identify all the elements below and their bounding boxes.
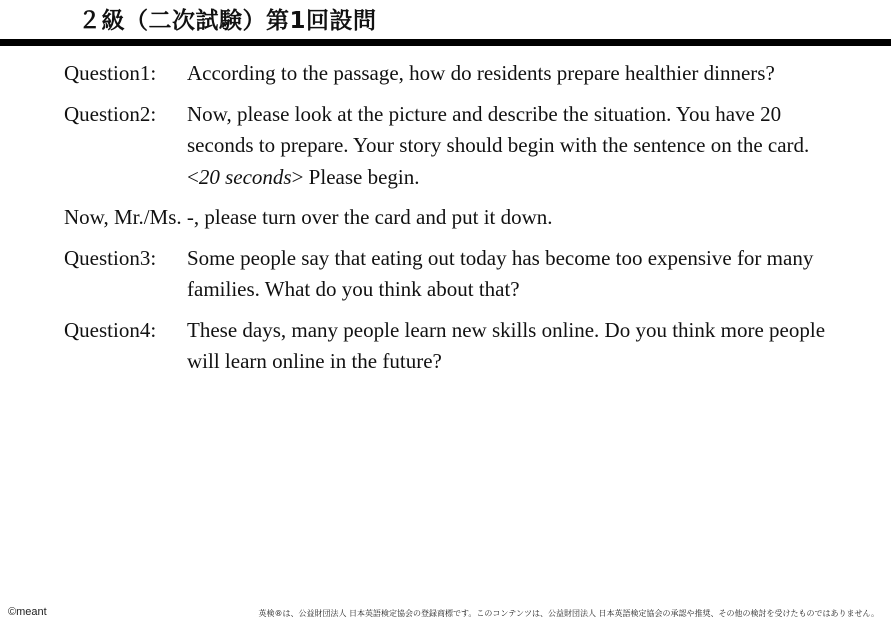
question-2-text-after: > Please begin. [291, 164, 420, 189]
question-2-text-before: Now, please look at the picture and describe the situation. You have 20 seconds to prepare. Your story should begin with the sentence on the card. < [187, 101, 810, 189]
question-2-text-italic: 20 seconds [198, 164, 292, 189]
question-3-label: Question3: [64, 245, 157, 270]
question-4-text: These days, many people learn new skills online. Do you think more people will learn online in the future? [187, 317, 826, 373]
header-rule [0, 39, 891, 46]
copyright-text: ©meant [8, 606, 47, 618]
header [0, 0, 891, 46]
page-title: ２級（二次試験）第1回設問 [78, 8, 377, 34]
instruction-text: Now, Mr./Ms. -, please turn over the card and put it down. [64, 205, 553, 229]
question-3 [64, 243, 834, 306]
question-2 [64, 99, 834, 194]
question-1-text: According to the passage, how do residents prepare healthier dinners? [187, 61, 775, 85]
trademark-notice: 英検®は、公益財団法人 日本英語検定協会の登録商標です。このコンテンツは、公益財団法人 日本英語検定協会の承認や推奨、その他の検討を受けたものではありません。 [258, 609, 879, 618]
question-2-label: Question2: [64, 101, 157, 126]
question-3-text: Some people say that eating out today has become too expensive for many families. What do you think about that? [187, 245, 814, 301]
question-4 [64, 315, 834, 378]
question-list [64, 58, 834, 387]
question-4-label: Question4: [64, 317, 157, 342]
question-1-label: Question1: [64, 61, 157, 85]
question-1 [64, 58, 834, 90]
question-2-text [187, 99, 834, 194]
